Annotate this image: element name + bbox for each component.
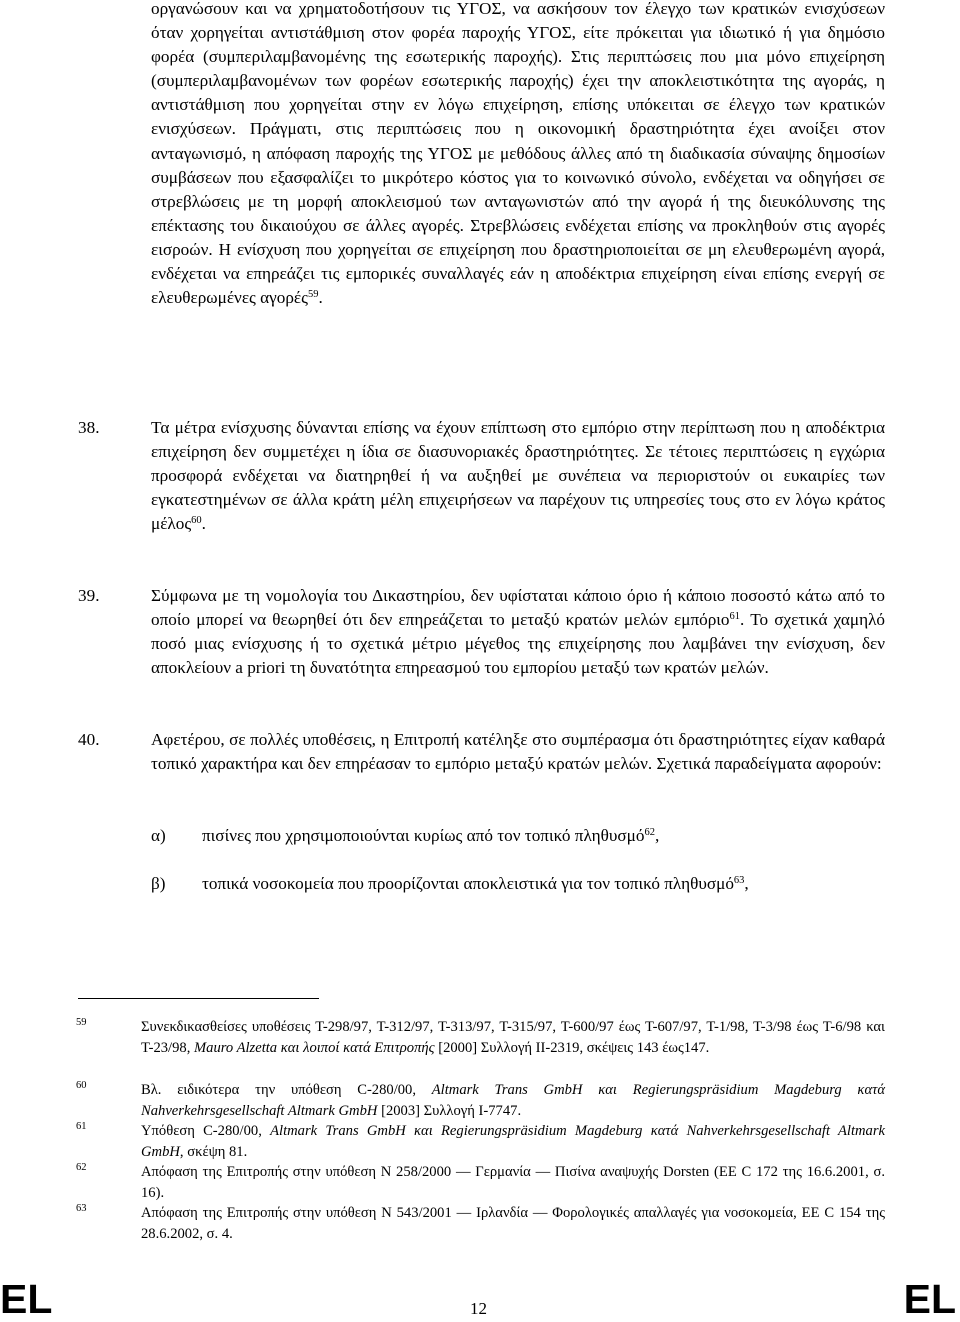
list-item-label-b: β) <box>151 874 166 893</box>
footnote-ref-61[interactable]: 61 <box>729 611 741 623</box>
footnote-ref-62[interactable]: 62 <box>644 827 655 838</box>
footnote-number-63: 63 <box>76 1203 87 1214</box>
list-item-b: τοπικά νοσοκομεία που προορίζονται αποκλειστικά για τον τοπικό πληθυσμό$^{63}$, <box>202 874 749 893</box>
paragraph-intro: οργανώσουν και να χρηματοδοτήσουν τις ΥΓΟΣ, να ασκήσουν τον έλεγχο των κρατικών ενισχύσεων όταν χορηγείται αντιστάθμιση στον φορέα παροχής ΥΓΟΣ, είτε πρόκειται για ιδιωτικό ή για δημόσιο φορέα (συμπεριλαμβανομένης της εσωτερικής παροχής). Στις περιπτώσεις που μια μόνο επιχείρηση (συμπεριλαμβανομένων των φορέων εσωτερικής παροχής) έχει την αποκλειστικότητα της αγοράς, η αντιστάθμιση που χορηγείται στην εν λόγω επιχείρηση, επίσης υπόκειται σε έλεγχο των κρατικών ενισχύσεων. Πράγματι, στις περιπτώσεις που η οικονομική δραστηριότητα έχει ανοίξει στον ανταγωνισμό, η απόφαση παροχής της ΥΓΟΣ με μεθόδους άλλες από τη διαδικασία σύναψης δημοσίων συμβάσεων που εξασφαλίζει το μικρότερο κόστος για το κοινωνικό σύνολο, ενδέχεται να οδηγήσει σε στρεβλώσεις με τη μορφή αποκλεισμού των ανταγωνιστών από την αγορά ή της διευκόλυνσης της επέκτασης του δικαιούχου σε άλλες αγορές. Στρεβλώσεις ενδέχεται επίσης να προκληθούν στις αγορές εισροών. Η ενίσχυση που χορηγείται σε επιχείρηση που δραστηριοποιείται σε μη ελευθερωμένη αγορά, ενδέχεται να επηρεάζει τις εμπορικές συναλλαγές εάν η αποδέκτρια επιχείρηση είναι επίσης ενεργή σε ελευθερωμένες αγορές$^{59}$. <box>151 0 885 308</box>
footnote-separator <box>78 998 319 999</box>
footnote-ref-59[interactable]: 59 <box>307 289 319 301</box>
footnote-60: Βλ. ειδικότερα την υπόθεση C-280/00, Altmark Trans GmbH και Regierungspräsidium Magdeburg κατά Nahverkehrsgesellschaft Altmark GmbH [2003] Συλλογή Ι-7747. <box>141 1082 885 1119</box>
footnote-62: Απόφαση της Επιτροπής στην υπόθεση Ν 258/2000 — Γερμανία — Πισίνα αναψυχής Dorsten (ΕΕ C 172 της 16.6.2001, σ. 16). <box>141 1164 885 1201</box>
footnote-number-62: 62 <box>76 1162 87 1173</box>
list-item-a: πισίνες που χρησιμοποιούνται κυρίως από τον τοπικό πληθυσμό$^{62}$, <box>202 826 660 845</box>
footnote-59: Συνεκδικασθείσες υποθέσεις Τ-298/97, Τ-312/97, Τ-313/97, Τ-315/97, Τ-600/97 έως Τ-607/97, Τ-1/98, Τ-3/98 έως Τ-6/98 και Τ-23/98, Mauro Alzetta και λοιποί κατά Επιτροπής [2000] Συλλογή ΙΙ-2319, σκέψεις 143 έως147. <box>141 1019 885 1056</box>
footnote-number-61: 61 <box>76 1121 87 1132</box>
list-item-label-a: α) <box>151 826 166 845</box>
footer-language-right: EL <box>903 1276 956 1322</box>
paragraph-number-38: 38. <box>78 418 100 437</box>
footer-language-left: EL <box>0 1276 53 1322</box>
paragraph-40: Αφετέρου, σε πολλές υποθέσεις, η Επιτροπή κατέληξε στο συμπέρασμα ότι δραστηριότητες είχαν καθαρά τοπικό χαρακτήρα και δεν επηρέασαν το εμπόριο μεταξύ κρατών μελών. Σχετικά παραδείγματα αφορούν: <box>151 730 885 774</box>
footnote-63: Απόφαση της Επιτροπής στην υπόθεση Ν 543/2001 — Ιρλανδία — Φορολογικές απαλλαγές για νοσοκομεία, ΕΕ C 154 της 28.6.2002, σ. 4. <box>141 1205 885 1242</box>
footnote-number-59: 59 <box>76 1017 87 1028</box>
page-number: 12 <box>470 1299 487 1318</box>
footnote-61: Υπόθεση C-280/00, Altmark Trans GmbH και Regierungspräsidium Magdeburg κατά Nahverkehrsgesellschaft Altmark GmbH, σκέψη 81. <box>141 1123 886 1160</box>
paragraph-39: Σύμφωνα με τη νομολογία του Δικαστηρίου, δεν υφίσταται κάποιο όριο ή κάποιο ποσοστό κάτω από το οποίο μπορεί να θεωρηθεί ότι δεν επηρεάζεται το μεταξύ κρατών μελών εμπόριο$^{61}$. Το σχετικά χαμηλό ποσό μιας ενίσχυσης ή το σχετικά μέτριο μέγεθος της επιχείρησης που λαμβάνει την ενίσχυση, δεν αποκλείουν a priori τη δυνατότητα επηρεασμού του εμπορίου μεταξύ των κρατών μελών. <box>151 586 886 678</box>
paragraph-38: Τα μέτρα ενίσχυσης δύνανται επίσης να έχουν επίπτωση στο εμπόριο στην περίπτωση που η αποδέκτρια επιχείρηση δεν συμμετέχει η ίδια σε διασυνοριακές δραστηριότητες. Σε τέτοιες περιπτώσεις η εγχώρια προσφορά ενδέχεται να διατηρηθεί ή να αυξηθεί με συνέπεια να περιοριστούν οι ευκαιρίες των εγκατεστημένων σε άλλα κράτη μέλη επιχειρήσεων να παρέχουν τις υπηρεσίες τους στο εν λόγω κράτος μέλος$^{60}$. <box>151 418 885 534</box>
paragraph-number-40: 40. <box>78 730 100 749</box>
footnote-number-60: 60 <box>76 1080 87 1091</box>
footnote-ref-63[interactable]: 63 <box>733 875 745 886</box>
paragraph-number-39: 39. <box>78 586 100 605</box>
footnote-ref-60[interactable]: 60 <box>191 515 202 527</box>
